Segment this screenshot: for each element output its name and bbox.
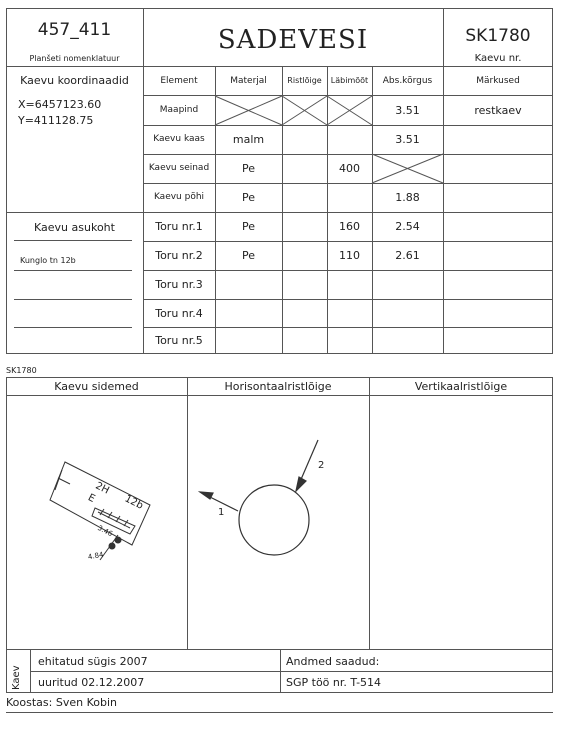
table-cell <box>282 212 327 241</box>
table-cell <box>372 299 443 327</box>
table-cell: Pe <box>241 191 255 204</box>
table-cell: Pe <box>241 220 255 233</box>
footer-source-title: Andmed saadud: <box>286 655 380 668</box>
table-cell <box>443 154 553 183</box>
table-cell <box>215 299 282 327</box>
sketch-label-12b: 12b <box>122 493 145 512</box>
sketch-label-small: 4.84 <box>87 550 105 562</box>
table-header-cell: Märkused <box>476 75 520 86</box>
table-header-cell: Ristlõige <box>287 76 322 85</box>
table-cell: restkaev <box>474 104 522 117</box>
table-cell <box>327 183 372 212</box>
footer-surveyed: uuritud 02.12.2007 <box>38 676 145 689</box>
coords-title: Kaevu koordinaadid <box>20 74 129 87</box>
table-header-cell: Element <box>160 75 198 86</box>
table-cell: 3.51 <box>395 133 420 146</box>
table-cell <box>372 270 443 299</box>
location-sketch <box>50 462 150 560</box>
table-cell <box>327 96 372 125</box>
footer-author: Koostas: Sven Kobin <box>6 696 117 709</box>
table-row-label: Toru nr.3 <box>155 278 203 291</box>
sketch-label-dist: 3.46 <box>96 523 114 539</box>
table-cell: 400 <box>339 162 360 175</box>
table-cell <box>215 270 282 299</box>
table-row-label: Kaevu kaas <box>153 134 205 144</box>
sketch-label-2h: 2H <box>93 480 111 497</box>
col-title-vertical: Vertikaalristlõige <box>414 380 508 393</box>
table-header-cell: Läbimõõt <box>330 76 369 85</box>
table-cell <box>282 270 327 299</box>
table-cell <box>282 299 327 327</box>
table-cell <box>372 327 443 353</box>
table-header-cell: Abs.kõrgus <box>382 75 433 86</box>
well-label: Kaevu nr. <box>474 53 522 64</box>
col-title-horizontal: Horisontaalristlõige <box>224 380 332 393</box>
table-cell <box>443 241 553 270</box>
table-cell <box>443 327 553 353</box>
table-cell <box>443 299 553 327</box>
page-title: SADEVESI <box>217 25 369 55</box>
table-cell: 110 <box>339 249 360 262</box>
pipe-1-arrow <box>200 492 213 499</box>
table-cell <box>282 96 327 125</box>
footer-source-value: SGP töö nr. T-514 <box>286 676 382 689</box>
table-cell <box>443 212 553 241</box>
coord-y: Y=411128.75 <box>18 114 94 127</box>
table-cell <box>215 96 282 125</box>
section-label: SK1780 <box>6 366 37 375</box>
table-cell: Pe <box>241 249 255 262</box>
sketch-label-e: E <box>86 492 97 505</box>
table-row-label: Toru nr.2 <box>155 249 203 262</box>
table-row-label: Toru nr.5 <box>155 333 203 347</box>
table-cell <box>443 270 553 299</box>
table-cell: 2.61 <box>395 249 420 262</box>
table-cell: 1.88 <box>395 191 420 204</box>
pipe-1-label: 1 <box>218 507 225 518</box>
table-cell <box>282 154 327 183</box>
table-cell <box>282 183 327 212</box>
table-row-label: Maapind <box>159 105 199 115</box>
well-id: SK1780 <box>465 26 531 46</box>
location-title: Kaevu asukoht <box>34 221 115 234</box>
footer-side-label: Kaev <box>11 665 22 690</box>
table-cell: 160 <box>339 220 360 233</box>
table-cell: Pe <box>241 162 255 175</box>
table-cell: malm <box>232 133 265 146</box>
well-circle <box>239 485 309 555</box>
table-cell <box>327 299 372 327</box>
pipe-2-arrow <box>296 477 306 491</box>
table-cell: 2.54 <box>395 220 420 233</box>
table-cell <box>215 327 282 353</box>
table-cell <box>443 125 553 154</box>
table-cell <box>327 270 372 299</box>
coord-x: X=6457123.60 <box>18 98 102 111</box>
sheet-code: 457_411 <box>37 20 112 40</box>
footer-built: ehitatud sügis 2007 <box>38 655 148 668</box>
table-cell <box>443 183 553 212</box>
table-cell <box>372 154 443 183</box>
table-header-cell: Materjal <box>230 75 267 86</box>
horizontal-section-diagram <box>200 440 318 555</box>
table-cell <box>327 327 372 353</box>
table-cell: 3.51 <box>395 104 420 117</box>
table-cell <box>282 125 327 154</box>
location-address: Kunglo tn 12b <box>20 256 76 265</box>
sheet-label: Planšeti nomenklatuur <box>29 54 120 63</box>
table-row-label: Toru nr.4 <box>155 306 203 320</box>
table-cell <box>282 327 327 353</box>
table-row-label: Toru nr.1 <box>155 220 203 233</box>
col-title-sidemed: Kaevu sidemed <box>54 380 139 393</box>
table-cell <box>282 241 327 270</box>
table-row-label: Kaevu põhi <box>153 192 205 202</box>
table-row-label: Kaevu seinad <box>148 163 210 173</box>
pipe-2-label: 2 <box>318 460 325 471</box>
table-cell <box>327 125 372 154</box>
